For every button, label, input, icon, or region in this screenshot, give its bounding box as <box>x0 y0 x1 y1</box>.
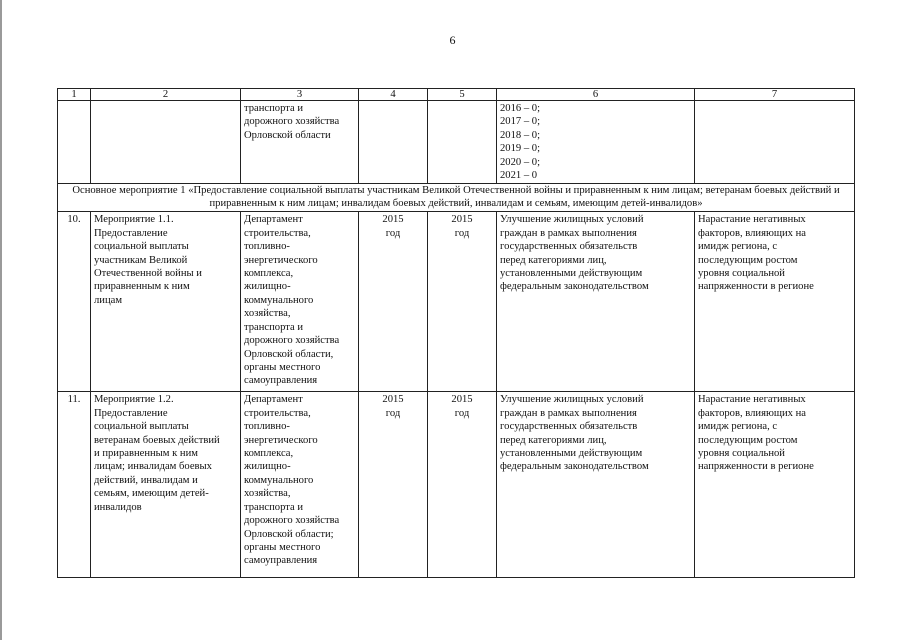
cont-executor-line: транспорта и <box>244 103 304 114</box>
executor-line: коммунального <box>244 474 314 486</box>
column-number-row <box>58 89 855 101</box>
row-number: 11. <box>58 392 91 578</box>
executor-line: строительства, <box>244 407 311 419</box>
col-header-7: 7 <box>695 89 855 101</box>
cont-activity-cell <box>91 101 241 184</box>
scan-edge <box>0 0 2 640</box>
consequences-line: имидж региона, с <box>698 421 778 433</box>
cont-start-cell <box>359 101 428 184</box>
activity-line: действий, инвалидам и <box>94 474 198 486</box>
result-line: Улучшение жилищных условий <box>500 214 644 226</box>
executor-line: хозяйства, <box>244 308 291 320</box>
year-value: 2018 – 0; <box>500 129 541 141</box>
executor-line: энергетического <box>244 434 318 446</box>
year-value: 2021 – 0 <box>500 170 538 182</box>
activity-line: Предоставление <box>94 227 168 239</box>
activity-line: Мероприятие 1.2. <box>94 394 174 406</box>
result-line: федеральным законодательством <box>500 461 649 473</box>
activity-cell <box>91 392 241 578</box>
start-year-cell <box>359 212 428 392</box>
col-header-5: 5 <box>428 89 497 101</box>
consequences-line: факторов, влияющих на <box>698 227 807 239</box>
consequences-line: последующим ростом <box>698 254 798 266</box>
end-year-unit: год <box>454 227 470 239</box>
consequences-line: Нарастание негативных <box>698 394 806 406</box>
consequences-cell <box>695 392 855 578</box>
start-year-unit: год <box>385 227 401 239</box>
executor-line: комплекса, <box>244 268 294 280</box>
start-year: 2015 <box>382 394 404 406</box>
activity-line: Мероприятие 1.1. <box>94 214 174 226</box>
page-number: 6 <box>449 33 456 47</box>
measures-table <box>57 88 855 578</box>
consequences-line: имидж региона, с <box>698 241 778 253</box>
col-header-6: 6 <box>497 89 695 101</box>
cont-years-cell <box>497 101 695 184</box>
consequences-line: факторов, влияющих на <box>698 407 807 419</box>
year-value: 2016 – 0; <box>500 103 541 114</box>
executor-cell <box>241 212 359 392</box>
executor-line: дорожного хозяйства <box>244 515 340 527</box>
activity-line: лицам <box>94 294 123 306</box>
end-year: 2015 <box>451 214 473 226</box>
activity-line: лицам; инвалидам боевых <box>94 461 212 473</box>
executor-line: хозяйства, <box>244 488 291 500</box>
consequences-line: напряженности в регионе <box>698 281 814 293</box>
row-number: 10. <box>58 212 91 392</box>
executor-line: транспорта и <box>244 321 304 333</box>
executor-line: органы местного <box>244 361 321 373</box>
executor-line: Департамент <box>244 214 303 226</box>
result-line: установленными действующим <box>500 268 643 280</box>
continuation-row <box>58 101 855 184</box>
activity-cell <box>91 212 241 392</box>
activity-line: Предоставление <box>94 407 168 419</box>
start-year-cell <box>359 392 428 578</box>
executor-line: самоуправления <box>244 375 318 387</box>
executor-line: Департамент <box>244 394 303 406</box>
start-year: 2015 <box>382 214 404 226</box>
end-year-unit: год <box>454 407 470 419</box>
col-header-4: 4 <box>359 89 428 101</box>
executor-cell <box>241 392 359 578</box>
executor-line: органы местного <box>244 541 321 553</box>
activity-line: семьям, имеющим детей- <box>94 488 209 500</box>
executor-line: самоуправления <box>244 555 318 567</box>
cont-executor-line: Орловской области <box>244 129 331 141</box>
year-value: 2017 – 0; <box>500 116 541 128</box>
consequences-line: уровня социальной <box>698 268 785 280</box>
cont-num-cell <box>58 101 91 184</box>
executor-line: топливно- <box>244 421 290 433</box>
result-line: граждан в рамках выполнения <box>500 227 637 239</box>
executor-line: комплекса, <box>244 448 294 460</box>
executor-line: Орловской области; <box>244 528 334 540</box>
end-year: 2015 <box>451 394 473 406</box>
result-line: установленными действующим <box>500 448 643 460</box>
cont-executor-line: дорожного хозяйства <box>244 116 340 128</box>
table-row <box>58 212 855 392</box>
executor-line: жилищно- <box>244 461 291 473</box>
cont-consequences-cell <box>695 101 855 184</box>
end-year-cell <box>428 212 497 392</box>
result-line: Улучшение жилищных условий <box>500 394 644 406</box>
year-value: 2020 – 0; <box>500 156 541 168</box>
activity-line: социальной выплаты <box>94 241 189 253</box>
executor-line: дорожного хозяйства <box>244 335 340 347</box>
section-row <box>58 184 855 212</box>
col-header-3: 3 <box>241 89 359 101</box>
table-row <box>58 392 855 578</box>
executor-line: жилищно- <box>244 281 291 293</box>
result-line: граждан в рамках выполнения <box>500 407 637 419</box>
result-line: федеральным законодательством <box>500 281 649 293</box>
result-line: перед категориями лиц, <box>500 434 607 446</box>
col-header-1: 1 <box>58 89 91 101</box>
cont-end-cell <box>428 101 497 184</box>
result-cell <box>497 392 695 578</box>
consequences-line: уровня социальной <box>698 448 785 460</box>
consequences-line: Нарастание негативных <box>698 214 806 226</box>
activity-line: инвалидов <box>94 501 142 513</box>
activity-line: социальной выплаты <box>94 421 189 433</box>
executor-line: Орловской области, <box>244 348 334 360</box>
result-cell <box>497 212 695 392</box>
end-year-cell <box>428 392 497 578</box>
result-line: государственных обязательств <box>500 241 638 253</box>
consequences-cell <box>695 212 855 392</box>
activity-line: приравненным к ним <box>94 281 190 293</box>
year-value: 2019 – 0; <box>500 143 541 155</box>
result-line: перед категориями лиц, <box>500 254 607 266</box>
start-year-unit: год <box>385 407 401 419</box>
consequences-line: напряженности в регионе <box>698 461 814 473</box>
activity-line: Отечественной войны и <box>94 268 202 280</box>
activity-line: ветеранам боевых действий <box>94 434 220 446</box>
activity-line: участникам Великой <box>94 254 188 266</box>
executor-line: энергетического <box>244 254 318 266</box>
result-line: государственных обязательств <box>500 421 638 433</box>
executor-line: коммунального <box>244 294 314 306</box>
consequences-line: последующим ростом <box>698 434 798 446</box>
cont-executor-cell <box>241 101 359 184</box>
executor-line: транспорта и <box>244 501 304 513</box>
section-title: Основное мероприятие 1 «Предоставление социальной выплаты участникам Великой Отечественной войны и приравненным к ним лицам; ветеранам боевых действий и приравненным к ним лицам; инвалидам боевых действий, инвалидам и семьям, имеющим детей-инвалидов» <box>58 184 855 212</box>
activity-line: и приравненным к ним <box>94 448 198 460</box>
executor-line: строительства, <box>244 227 311 239</box>
executor-line: топливно- <box>244 241 290 253</box>
col-header-2: 2 <box>91 89 241 101</box>
